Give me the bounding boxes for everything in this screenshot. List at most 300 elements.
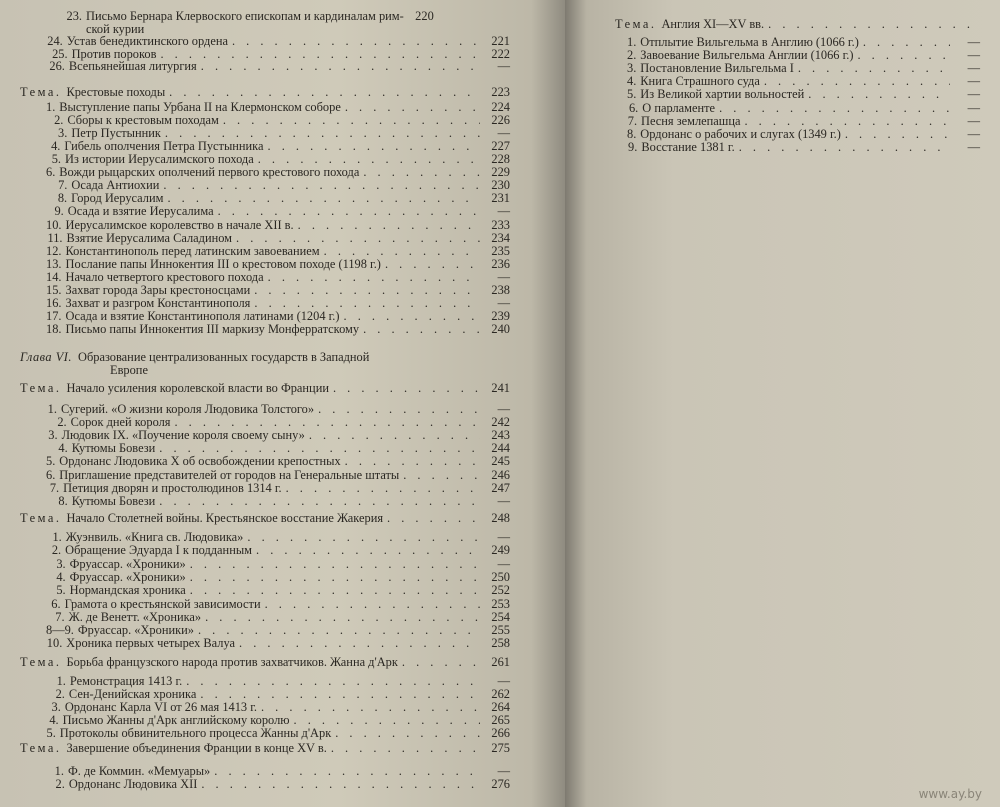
dot-leader	[331, 727, 480, 740]
toc-entry	[46, 624, 510, 637]
entry-page: —	[497, 764, 510, 778]
entry-title: Книга Страшного суда	[640, 74, 760, 89]
entry-page: 250	[491, 569, 510, 584]
topic-heading	[20, 656, 510, 669]
dot-leader	[715, 102, 950, 115]
entry-page: —	[967, 100, 980, 115]
entry-number: 25.	[52, 46, 68, 61]
dot-leader	[243, 531, 480, 544]
toc-entry	[46, 271, 510, 284]
entry-page: —	[967, 139, 980, 154]
dot-leader	[186, 584, 480, 597]
dot-leader	[155, 442, 480, 455]
dot-leader	[841, 128, 950, 141]
topic-title: Завершение объединения Франции в конце XV в.	[66, 741, 327, 755]
entry-number: 5.	[627, 87, 637, 102]
toc-entry	[46, 544, 510, 557]
dot-leader	[197, 778, 480, 791]
entry-number: 4.	[58, 441, 68, 456]
dot-leader	[735, 141, 950, 154]
entry-page: —	[967, 74, 980, 89]
dot-leader	[210, 765, 480, 778]
topic-page: 223	[491, 85, 510, 99]
dot-leader	[264, 271, 480, 284]
dot-leader	[161, 127, 480, 140]
entry-number: 8.	[627, 126, 637, 141]
entry-page: —	[967, 126, 980, 141]
entry-page: 230	[491, 178, 510, 193]
toc-entry	[627, 75, 980, 88]
entry-number: 8.	[57, 191, 68, 206]
topic-heading	[20, 512, 510, 525]
toc-entry	[46, 101, 510, 114]
toc-entry	[46, 297, 510, 310]
entry-page: 266	[491, 726, 510, 741]
entry-number: 7.	[627, 113, 638, 128]
entry-title: Жуэнвиль. «Книга св. Людовика»	[65, 530, 244, 544]
entry-number: 4.	[56, 569, 66, 584]
entry-number: 10.	[46, 636, 63, 651]
toc-entry	[627, 62, 980, 75]
dot-leader	[314, 403, 480, 416]
entry-title: Письмо Бернара Клервоского епископам и кардиналам рим-	[86, 9, 404, 23]
dot-leader	[359, 323, 480, 336]
entry-title: Хроника первых четырех Валуа	[66, 636, 236, 651]
toc-entry	[46, 429, 510, 442]
entry-number: 2.	[55, 777, 65, 791]
entry-page: 231	[491, 191, 510, 206]
toc-entry	[46, 166, 510, 179]
entry-number: 4.	[51, 139, 61, 154]
toc-entry	[627, 141, 980, 154]
dot-leader	[804, 88, 950, 101]
topic-label: Тема.	[20, 511, 62, 525]
entry-page: 221	[491, 34, 510, 49]
right-page	[565, 0, 1000, 807]
dot-leader	[859, 36, 950, 49]
entry-title: Из Великой хартии вольностей	[640, 87, 805, 102]
entry-page: 228	[491, 152, 510, 167]
entry-title: Фруассар. «Хроники»	[69, 556, 186, 571]
entry-title: Захват и разгром Константинополя	[65, 295, 251, 310]
entry-title: Людовик IX. «Поучение короля своему сыну»	[61, 428, 305, 443]
entry-title: Сугерий. «О жизни короля Людовика Толстого»	[60, 402, 315, 416]
toc-entry	[46, 701, 510, 714]
toc-entry	[46, 571, 510, 584]
toc-entry	[46, 127, 510, 140]
entry-page: —	[497, 556, 510, 571]
entry-number: 5.	[56, 583, 66, 598]
toc-entry	[46, 114, 510, 127]
toc-entry	[46, 179, 510, 192]
entry-number: 3.	[627, 61, 637, 76]
entry-title: Вожди рыцарских ополчений первого крестового похода	[59, 165, 360, 180]
dot-leader	[235, 637, 480, 650]
entry-title: Против пороков	[71, 46, 157, 61]
entry-page: —	[497, 59, 510, 74]
entry-title: Из истории Иерусалимского похода	[65, 152, 254, 167]
dot-leader	[264, 140, 480, 153]
entry-title: Песня землепашца	[641, 113, 741, 128]
entry-number: 1.	[52, 530, 62, 544]
toc-entry	[46, 637, 510, 650]
entry-page: —	[967, 35, 980, 49]
entry-page: —	[967, 48, 980, 63]
dot-leader	[165, 86, 480, 99]
right-contents	[565, 0, 1000, 807]
entry-title: Захват города Зары крестоносцами	[65, 282, 251, 297]
dot-leader	[194, 624, 480, 637]
dot-leader	[197, 60, 480, 73]
entry-number: 5.	[46, 726, 56, 741]
dot-leader	[261, 598, 480, 611]
chapter-title-continued: Европе	[110, 363, 148, 377]
entry-number: 9.	[54, 204, 64, 219]
entry-title: Кутюмы Бовези	[71, 441, 156, 456]
toc-entry	[46, 442, 510, 455]
topic-page: 241	[491, 381, 510, 395]
dot-leader	[159, 179, 480, 192]
entry-title: Постановление Вильгельма I	[640, 61, 794, 76]
entry-title: Осада Антиохии	[71, 178, 160, 193]
entry-page: —	[497, 493, 510, 508]
dot-leader	[359, 166, 480, 179]
entry-title: Грамота о крестьянской зависимости	[64, 596, 261, 611]
entry-title: Ремонстрация 1413 г.	[69, 674, 183, 688]
entry-number: 9.	[628, 139, 638, 154]
toc-entry	[46, 778, 510, 791]
toc-entry	[46, 192, 510, 205]
entry-page: 233	[491, 217, 510, 232]
toc-entry	[46, 245, 510, 258]
topic-label: Тема.	[20, 655, 62, 669]
dot-leader	[170, 416, 480, 429]
entry-number: 4.	[49, 713, 59, 728]
entry-title: Ордонанс Карла VI от 26 мая 1413 г.	[64, 700, 257, 715]
entry-page: 254	[491, 609, 510, 624]
entry-title: Константинополь перед латинским завоеванием	[65, 243, 320, 258]
entry-title: Отплытие Вильгельма в Англию (1066 г.)	[640, 35, 859, 49]
dot-leader	[853, 49, 950, 62]
entry-title: ской курии	[86, 21, 145, 36]
toc-entry	[46, 416, 510, 429]
entry-title: Завоевание Вильгельма Англии (1066 г.)	[640, 48, 854, 63]
entry-number: 1.	[56, 674, 66, 688]
entry-page: —	[497, 402, 510, 416]
chapter-heading-cont	[110, 364, 510, 377]
entry-page: 243	[491, 428, 510, 443]
entry-title: Гибель ополчения Петра Пустынника	[64, 139, 264, 154]
dot-leader	[341, 101, 480, 114]
dot-leader	[282, 482, 480, 495]
topic-title: Начало усиления королевской власти во Франции	[66, 381, 329, 395]
toc-entry	[46, 205, 510, 218]
entry-number: 3.	[51, 700, 61, 715]
entry-title: Сборы к крестовым походам	[67, 113, 219, 128]
entry-number: 3.	[48, 428, 58, 443]
dot-leader	[327, 742, 480, 755]
toc-entry	[46, 714, 510, 727]
dot-leader	[196, 688, 480, 701]
dot-leader	[228, 35, 480, 48]
toc-entry	[46, 60, 510, 73]
entry-title: Начало четвертого крестового похода	[65, 269, 264, 284]
entry-number: 12.	[46, 243, 62, 258]
topic-heading	[615, 18, 980, 31]
entry-page: —	[967, 87, 980, 102]
entry-page: 220	[415, 9, 434, 23]
entry-page: 247	[491, 480, 510, 495]
toc-entry	[46, 598, 510, 611]
dot-leader	[320, 245, 480, 258]
entry-number: 11.	[47, 230, 63, 245]
toc-entry	[46, 495, 510, 508]
toc-entry	[46, 482, 510, 495]
dot-leader	[340, 310, 480, 323]
entry-page: 253	[491, 596, 510, 611]
dot-leader	[760, 75, 950, 88]
entry-number: 4.	[627, 74, 637, 89]
entry-number: 2.	[57, 415, 67, 430]
toc-entry	[46, 611, 510, 624]
dot-leader	[794, 62, 950, 75]
entry-title: Выступление папы Урбана II на Клермонском соборе	[59, 100, 341, 114]
entry-number: 5.	[51, 152, 62, 167]
entry-title: Письмо папы Иннокентия III маркизу Монферратскому	[65, 322, 360, 337]
entry-page: 234	[491, 230, 510, 245]
entry-page: —	[967, 61, 980, 76]
dot-leader	[250, 284, 480, 297]
topic-title: Борьба французского народа против захватчиков. Жанна д'Арк	[66, 655, 398, 669]
dot-leader	[156, 48, 480, 61]
dot-leader	[398, 656, 480, 669]
entry-title: Ж. де Венетт. «Хроника»	[68, 609, 202, 624]
toc-entry	[627, 115, 980, 128]
entry-number: 7.	[58, 178, 68, 193]
entry-title: Кутюмы Бовези	[71, 493, 156, 508]
toc-entry	[46, 232, 510, 245]
entry-page: 240	[491, 322, 510, 337]
dot-leader	[329, 382, 480, 395]
entry-title: Письмо Жанны д'Арк английскому королю	[62, 713, 290, 728]
toc-entry	[46, 310, 510, 323]
entry-title: Послание папы Иннокентия III о крестовом походе (1198 г.)	[65, 256, 381, 271]
entry-number: 6.	[628, 100, 639, 115]
toc-entry	[46, 323, 510, 336]
dot-leader	[219, 114, 480, 127]
dot-leader	[214, 205, 480, 218]
dot-leader	[232, 232, 480, 245]
entry-page: 222	[491, 46, 510, 61]
entry-number: 13.	[46, 256, 62, 271]
entry-page: 227	[491, 139, 510, 154]
entry-number: 6.	[46, 467, 56, 482]
entry-page: 238	[491, 282, 510, 297]
entry-page: 262	[491, 687, 510, 702]
dot-leader	[294, 219, 480, 232]
toc-entry	[46, 153, 510, 166]
entry-number: 8.	[58, 493, 68, 508]
entry-number: 3.	[58, 126, 68, 141]
dot-leader	[399, 469, 480, 482]
dot-leader	[182, 675, 480, 688]
topic-label: Тема.	[20, 741, 62, 755]
entry-number: 7.	[49, 480, 60, 495]
entry-title: Ордонанс Людовика XII	[68, 777, 198, 791]
entry-page: 255	[491, 623, 510, 638]
dot-leader	[186, 558, 480, 571]
dot-leader	[381, 258, 480, 271]
toc-entry	[46, 558, 510, 571]
entry-page: —	[497, 269, 510, 284]
topic-title: Англия XI—XV вв.	[661, 17, 765, 31]
entry-title: Ордонанс о рабочих и слугах (1349 г.)	[640, 126, 841, 141]
entry-number: 1.	[54, 764, 64, 778]
entry-page: —	[497, 674, 510, 688]
entry-page: 239	[491, 308, 510, 323]
entry-page: 245	[491, 454, 510, 469]
toc-entry	[46, 140, 510, 153]
entry-title: Осада и взятие Константинополя латинами (1204 г.)	[65, 308, 340, 323]
topic-label: Тема.	[615, 17, 657, 31]
topic-heading	[20, 742, 510, 755]
entry-number: 2.	[627, 48, 637, 63]
entry-page: 264	[491, 700, 510, 715]
watermark: www.ay.by	[918, 787, 982, 801]
topic-heading	[20, 382, 510, 395]
topic-page: 248	[491, 511, 510, 525]
toc-entry	[46, 455, 510, 468]
topic-page: 261	[491, 655, 510, 669]
entry-title: Протоколы обвинительного процесса Жанны д'Арк	[59, 726, 332, 741]
entry-title: Нормандская хроника	[69, 583, 186, 598]
topic-title: Крестовые походы	[66, 85, 166, 99]
entry-title: Петр Пустынник	[71, 126, 161, 141]
entry-number: 26.	[49, 59, 65, 74]
entry-number: 2.	[55, 687, 65, 702]
entry-title: Ордонанс Людовика X об освобождении крепостных	[59, 454, 341, 469]
entry-number: 8—9.	[46, 623, 74, 638]
entry-number: 24.	[47, 34, 63, 49]
entry-page: 236	[491, 256, 510, 271]
toc-entry	[627, 49, 980, 62]
dot-leader	[250, 297, 480, 310]
dot-leader	[252, 544, 480, 557]
entry-title: Фруассар. «Хроники»	[69, 569, 186, 584]
toc-entry	[627, 128, 980, 141]
dot-leader	[254, 153, 480, 166]
toc-entry	[627, 36, 980, 49]
entry-number: 18.	[46, 322, 62, 337]
toc-entry	[46, 688, 510, 701]
entry-title: О парламенте	[642, 100, 716, 115]
toc-entry	[46, 531, 510, 544]
toc-entry	[627, 102, 980, 115]
entry-page: 226	[491, 113, 510, 128]
entry-page: 252	[491, 583, 510, 598]
toc-entry	[46, 403, 510, 416]
entry-page: —	[497, 126, 510, 141]
entry-page: —	[967, 113, 980, 128]
toc-entry	[46, 584, 510, 597]
toc-entry	[46, 284, 510, 297]
entry-number: 5.	[46, 454, 56, 469]
entry-page: —	[497, 295, 510, 310]
entry-number: 6.	[51, 596, 61, 611]
dot-leader	[341, 455, 480, 468]
dot-leader	[305, 429, 480, 442]
entry-number: 2.	[54, 113, 64, 128]
entry-page: 229	[491, 165, 510, 180]
toc-entry	[46, 469, 510, 482]
entry-page: 235	[491, 243, 510, 258]
dot-leader	[383, 512, 480, 525]
entry-page: 258	[491, 636, 510, 651]
entry-title: Обращение Эдуарда I к подданным	[65, 543, 252, 558]
entry-title: Взятие Иерусалима Саладином	[66, 230, 233, 245]
toc-entry	[46, 727, 510, 740]
chapter-label: Глава VI.	[20, 350, 73, 364]
entry-number: 14.	[46, 269, 62, 284]
dot-leader	[155, 495, 480, 508]
toc-entry	[46, 219, 510, 232]
entry-title: Сен-Денийская хроника	[68, 687, 197, 702]
dot-leader	[201, 611, 480, 624]
entry-title: Устав бенедиктинского ордена	[66, 34, 228, 49]
entry-title: Город Иерусалим	[71, 191, 164, 206]
dot-leader	[186, 571, 480, 584]
entry-title: Осада и взятие Иерусалима	[67, 204, 214, 219]
topic-label: Тема.	[20, 381, 62, 395]
entry-number: 1.	[47, 402, 57, 416]
entry-number: 1.	[627, 35, 637, 49]
entry-number: 1.	[46, 100, 56, 114]
entry-title: Иерусалимское королевство в начале XII в.	[65, 217, 294, 232]
topic-title: Начало Столетней войны. Крестьянское восстание Жакерия	[66, 511, 384, 525]
entry-number: 7.	[55, 609, 65, 624]
entry-page: —	[497, 530, 510, 544]
dot-leader	[764, 18, 980, 31]
entry-page: 244	[491, 441, 510, 456]
entry-title: Восстание 1381 г.	[641, 139, 735, 154]
entry-page: 224	[491, 100, 510, 114]
entry-number: 3.	[56, 556, 66, 571]
entry-page: 249	[491, 543, 510, 558]
entry-number: 6.	[46, 165, 56, 180]
entry-title: Всепьянейшая литургия	[68, 59, 197, 74]
entry-number: 10.	[46, 217, 62, 232]
entry-page: 246	[491, 467, 510, 482]
dot-leader	[257, 701, 480, 714]
toc-entry	[46, 258, 510, 271]
entry-page: —	[497, 204, 510, 219]
dot-leader	[163, 192, 480, 205]
topic-label: Тема.	[20, 85, 62, 99]
entry-number: 17.	[46, 308, 62, 323]
chapter-title: Образование централизованных государств в Западной	[78, 350, 370, 364]
entry-title: Ф. де Коммин. «Мемуары»	[67, 764, 211, 778]
entry-page: 276	[491, 777, 510, 791]
entry-title: Приглашение представителей от городов на Генеральные штаты	[59, 467, 400, 482]
toc-entry	[627, 88, 980, 101]
topic-heading	[20, 86, 510, 99]
entry-page: 265	[491, 713, 510, 728]
entry-number: 15.	[46, 282, 62, 297]
entry-title: Сорок дней короля	[70, 415, 171, 430]
topic-page: 275	[491, 741, 510, 755]
dot-leader	[290, 714, 480, 727]
entry-number: 23.	[66, 9, 82, 23]
